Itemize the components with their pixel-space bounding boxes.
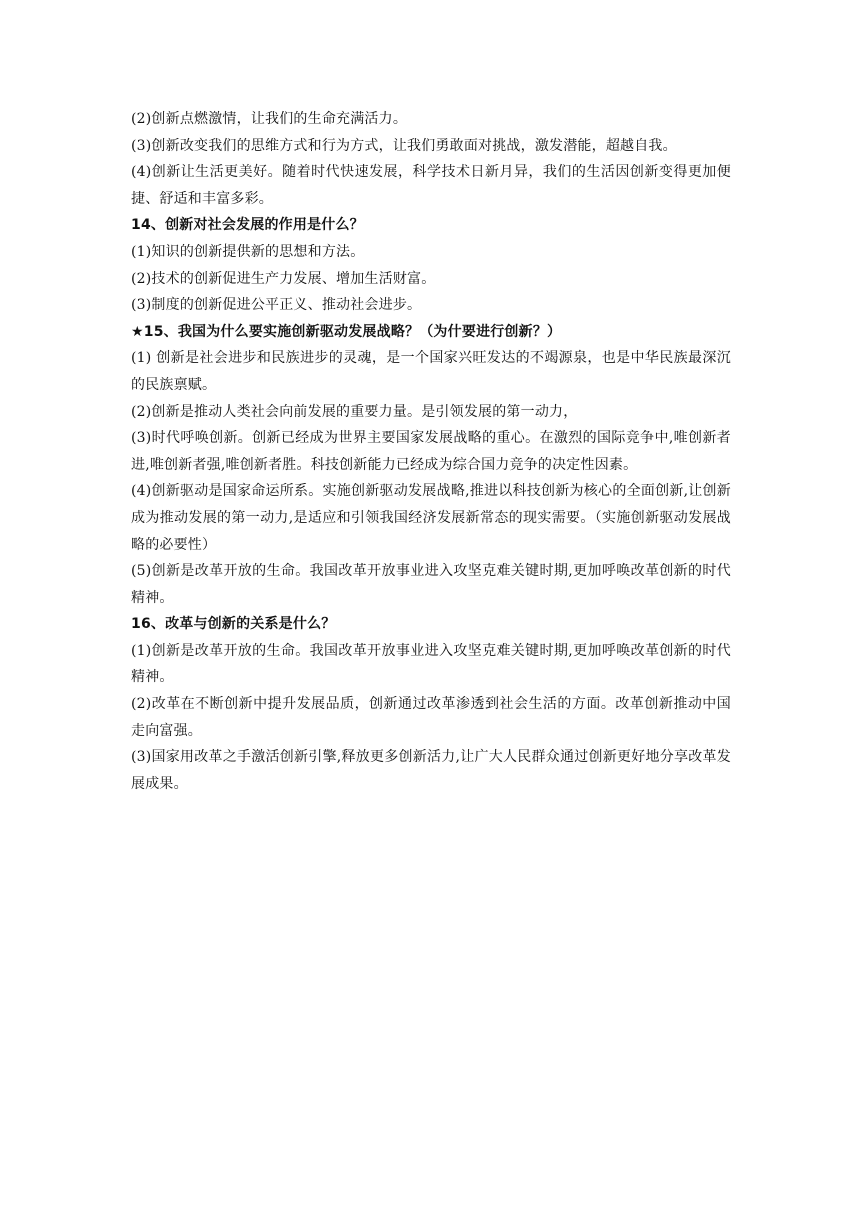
document-page: [131, 106, 731, 797]
paragraph: (1) 创新是社会进步和民族进步的灵魂，是一个国家兴旺发达的不竭源泉，也是中华民族最深沉的民族禀赋。: [131, 350, 731, 393]
question-heading: 16、改革与创新的关系是什么？: [131, 616, 336, 633]
paragraph: (1)创新是改革开放的生命。我国改革开放事业进入攻坚克难关键时期,更加呼唤改革创新的时代精神。: [131, 642, 731, 686]
question-heading: 14、创新对社会发展的作用是什么？: [131, 217, 364, 234]
paragraph: (5)创新是改革开放的生命。我国改革开放事业进入攻坚克难关键时期,更加呼唤改革创新的时代精神。: [131, 563, 731, 606]
paragraph: (2)技术的创新促进生产力发展、增加生活财富。: [131, 270, 436, 287]
paragraph: (2)改革在不断创新中提升发展品质，创新通过改革渗透到社会生活的方面。改革创新推动中国走向富强。: [131, 696, 731, 739]
paragraph: (4)创新驱动是国家命运所系。实施创新驱动发展战略,推进以科技创新为核心的全面创新,让创新成为推动发展的第一动力,是适应和引领我国经济发展新常态的现实需要。（实施创新驱动发展战略的必要性）: [131, 483, 731, 553]
paragraph: (3)制度的创新促进公平正义、推动社会进步。: [131, 297, 422, 314]
paragraph: (2)创新点燃激情，让我们的生命充满活力。: [131, 111, 408, 127]
paragraph: (3)国家用改革之手激活创新引擎,释放更多创新活力,让广大人民群众通过创新更好地分享改革发展成果。: [131, 749, 731, 792]
paragraph: (1)知识的创新提供新的思想和方法。: [131, 243, 365, 260]
paragraph: (3)时代呼唤创新。创新已经成为世界主要国家发展战略的重心。在激烈的国际竞争中,唯创新者进,唯创新者强,唯创新者胜。科技创新能力已经成为综合国力竞争的决定性因素。: [131, 430, 731, 473]
paragraph: (2)创新是推动人类社会向前发展的重要力量。是引领发展的第一动力，: [131, 403, 578, 420]
paragraph: (3)创新改变我们的思维方式和行为方式，让我们勇敢面对挑战，激发潜能，超越自我。: [131, 137, 677, 154]
question-heading: ★15、我国为什么要实施创新驱动发展战略？（为什要进行创新？）: [131, 323, 562, 340]
paragraph: (4)创新让生活更美好。随着时代快速发展，科学技术日新月异，我们的生活因创新变得更加便捷、舒适和丰富多彩。: [131, 164, 731, 207]
